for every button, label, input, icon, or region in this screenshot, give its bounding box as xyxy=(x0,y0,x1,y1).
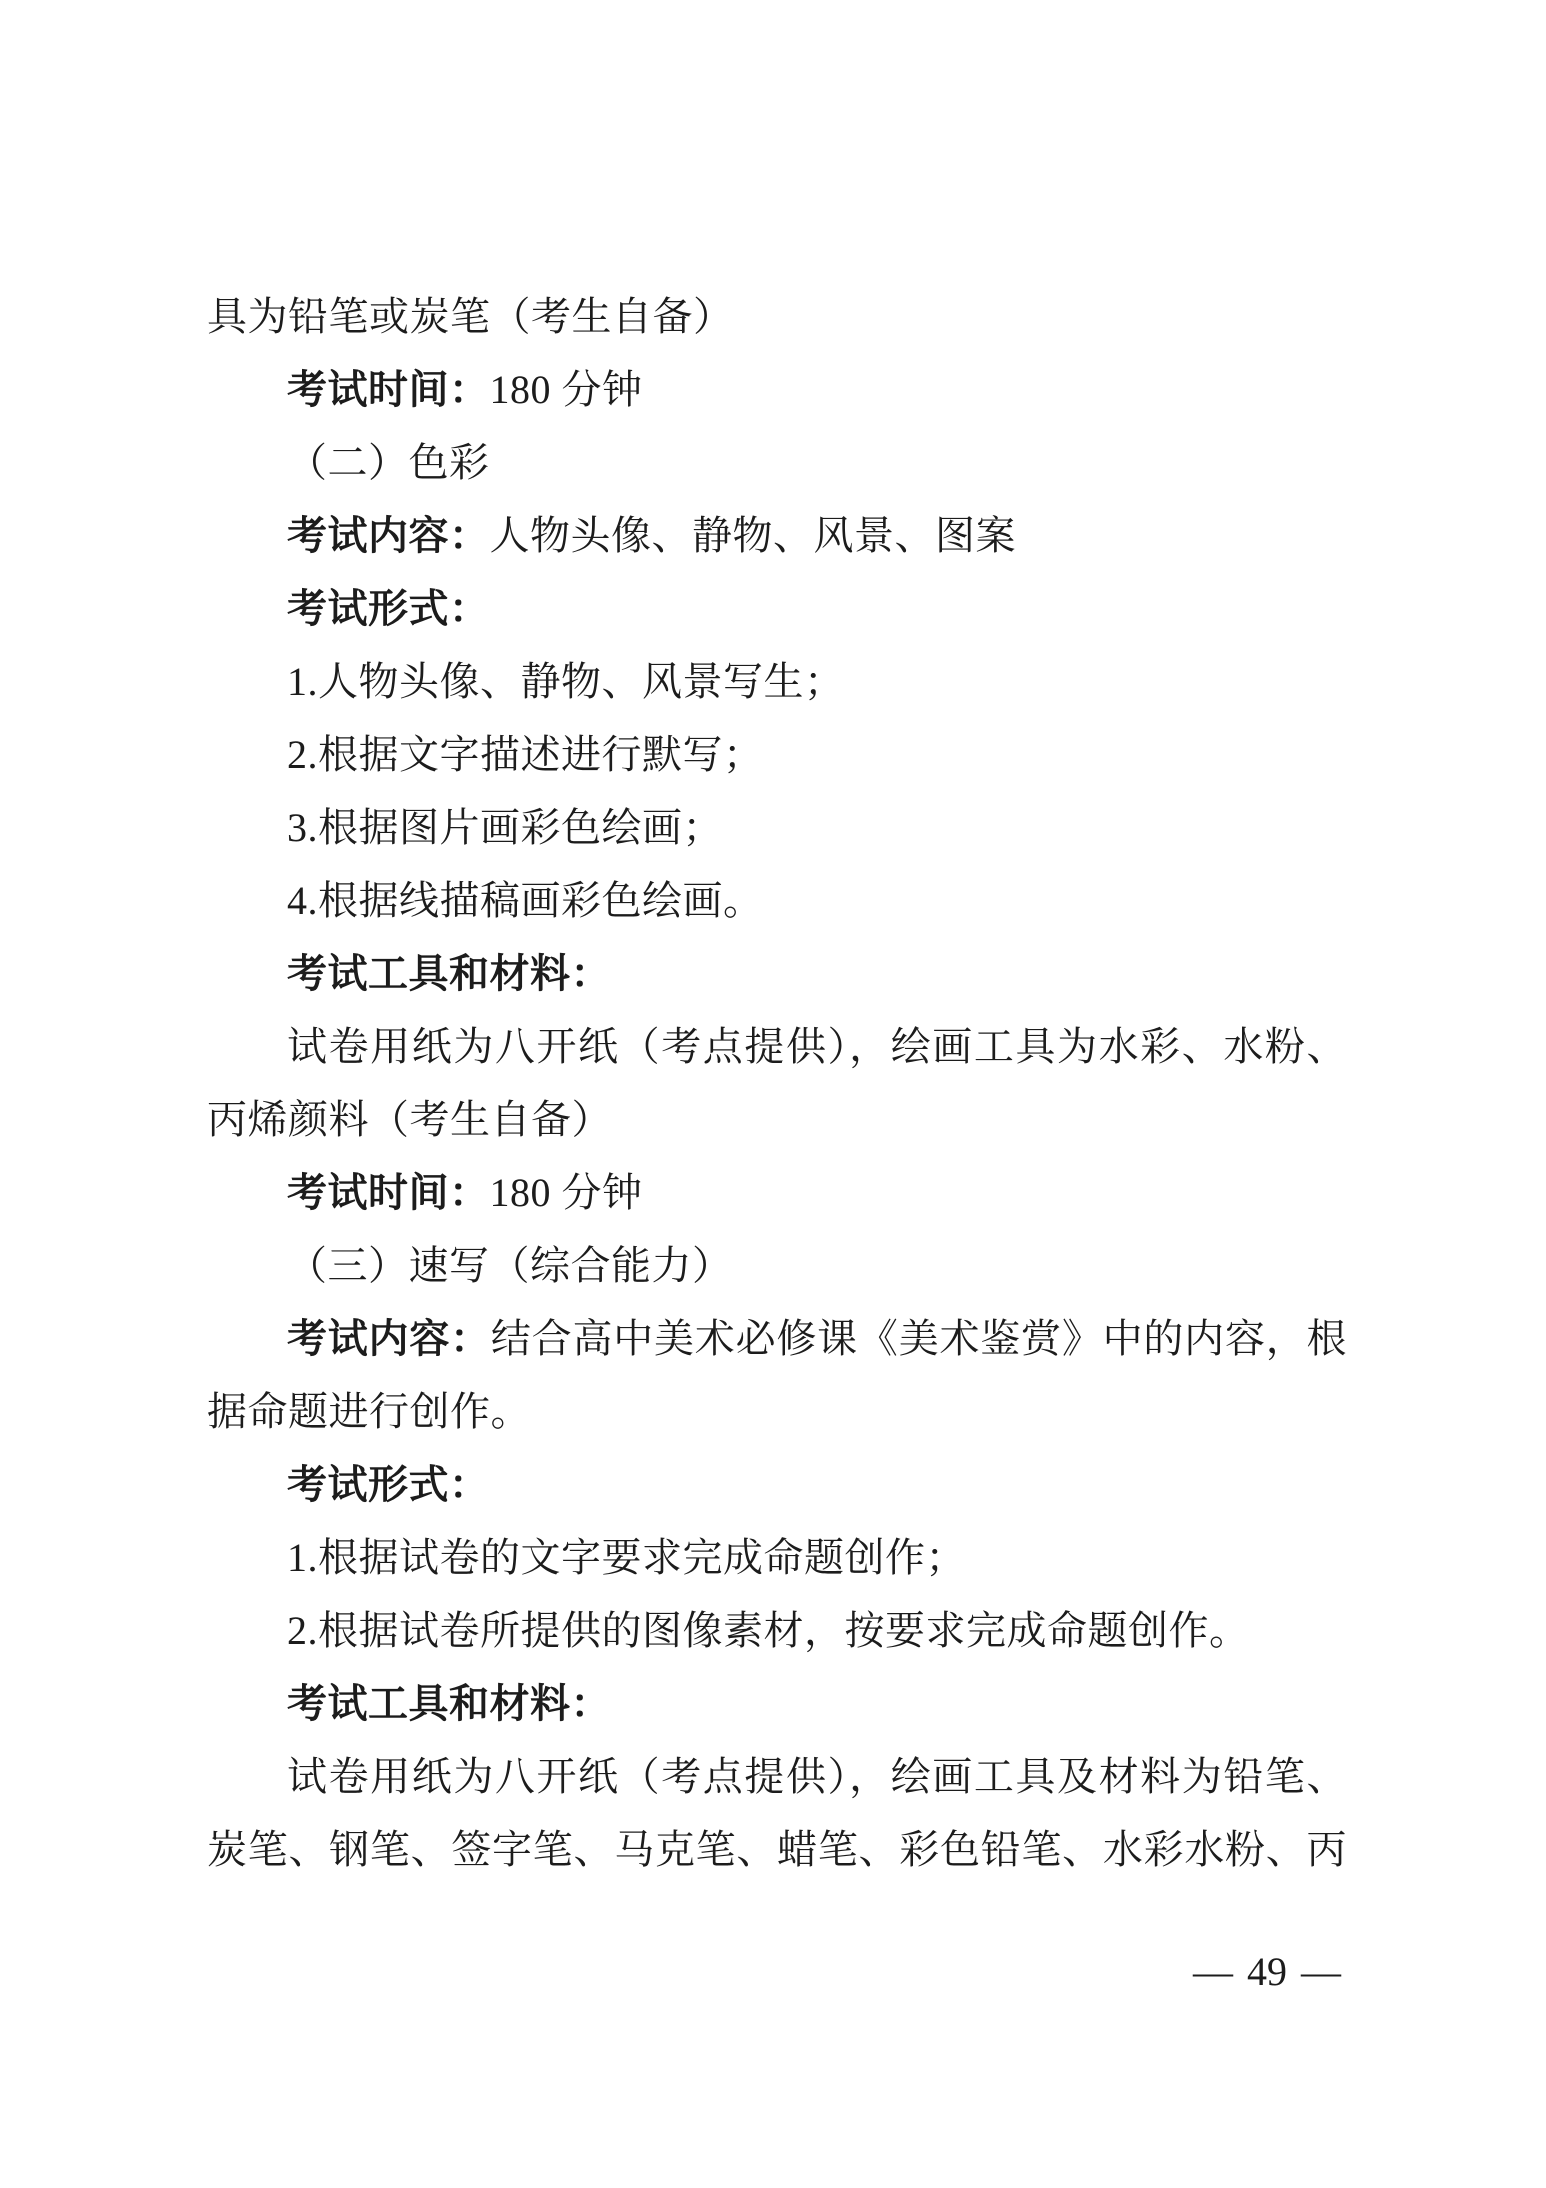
line-text: 1.根据试卷的文字要求完成命题创作； xyxy=(287,1535,966,1580)
text-line xyxy=(207,426,1347,499)
line-text: （二）色彩 xyxy=(287,440,490,485)
line-text: 炭笔、钢笔、签字笔、马克笔、蜡笔、彩色铅笔、水彩水粉、丙 xyxy=(207,1827,1347,1872)
field-label: 考试形式： xyxy=(287,1463,490,1507)
line-text: 2.根据试卷所提供的图像素材，按要求完成命题创作。 xyxy=(287,1608,1250,1653)
text-line xyxy=(207,718,1347,791)
text-line xyxy=(207,1156,1347,1229)
page-number: 49 xyxy=(1247,1949,1287,1994)
field-label: 考试时间： xyxy=(287,1171,490,1215)
text-line xyxy=(207,1083,1347,1156)
line-text: 180 分钟 xyxy=(489,1170,643,1215)
text-line xyxy=(207,499,1347,572)
field-label: 考试工具和材料： xyxy=(287,952,611,996)
line-text: 据命题进行创作。 xyxy=(207,1389,531,1434)
field-label: 考试内容： xyxy=(287,514,490,558)
line-text: 具为铅笔或炭笔（考生自备） xyxy=(207,294,734,339)
text-line xyxy=(207,353,1347,426)
line-text: 4.根据线描稿画彩色绘画。 xyxy=(287,878,764,923)
text-line xyxy=(207,1667,1347,1740)
field-label: 考试内容： xyxy=(287,1317,491,1361)
text-line xyxy=(207,937,1347,1010)
line-text: 试卷用纸为八开纸（考点提供），绘画工具及材料为铅笔、 xyxy=(287,1754,1347,1799)
text-line xyxy=(207,1229,1347,1302)
text-line xyxy=(207,572,1347,645)
field-label: 考试时间： xyxy=(287,368,490,412)
text-line xyxy=(207,864,1347,937)
text-block xyxy=(207,280,1347,1886)
text-line xyxy=(207,1594,1347,1667)
text-line xyxy=(207,1813,1347,1886)
footer-dash-right: — xyxy=(1301,1949,1341,1994)
text-line xyxy=(207,645,1347,718)
text-line xyxy=(207,1448,1347,1521)
text-line xyxy=(207,1521,1347,1594)
line-text: 丙烯颜料（考生自备） xyxy=(207,1097,612,1142)
text-line xyxy=(207,1010,1347,1083)
page-footer xyxy=(207,1948,1355,1996)
line-text: 结合高中美术必修课《美术鉴赏》中的内容，根 xyxy=(490,1316,1348,1361)
text-line xyxy=(207,791,1347,864)
footer-dash-left: — xyxy=(1193,1949,1233,1994)
text-line xyxy=(207,1375,1347,1448)
field-label: 考试形式： xyxy=(287,587,490,631)
text-line xyxy=(207,280,1347,353)
line-text: 人物头像、静物、风景、图案 xyxy=(489,513,1016,558)
line-text: 1.人物头像、静物、风景写生； xyxy=(287,659,845,704)
line-text: （三）速写（综合能力） xyxy=(287,1243,733,1288)
line-text: 2.根据文字描述进行默写； xyxy=(287,732,764,777)
line-text: 3.根据图片画彩色绘画； xyxy=(287,805,723,850)
field-label: 考试工具和材料： xyxy=(287,1682,611,1726)
line-text: 180 分钟 xyxy=(489,367,643,412)
text-line xyxy=(207,1740,1347,1813)
text-line xyxy=(207,1302,1347,1375)
line-text: 试卷用纸为八开纸（考点提供），绘画工具为水彩、水粉、 xyxy=(287,1024,1347,1069)
